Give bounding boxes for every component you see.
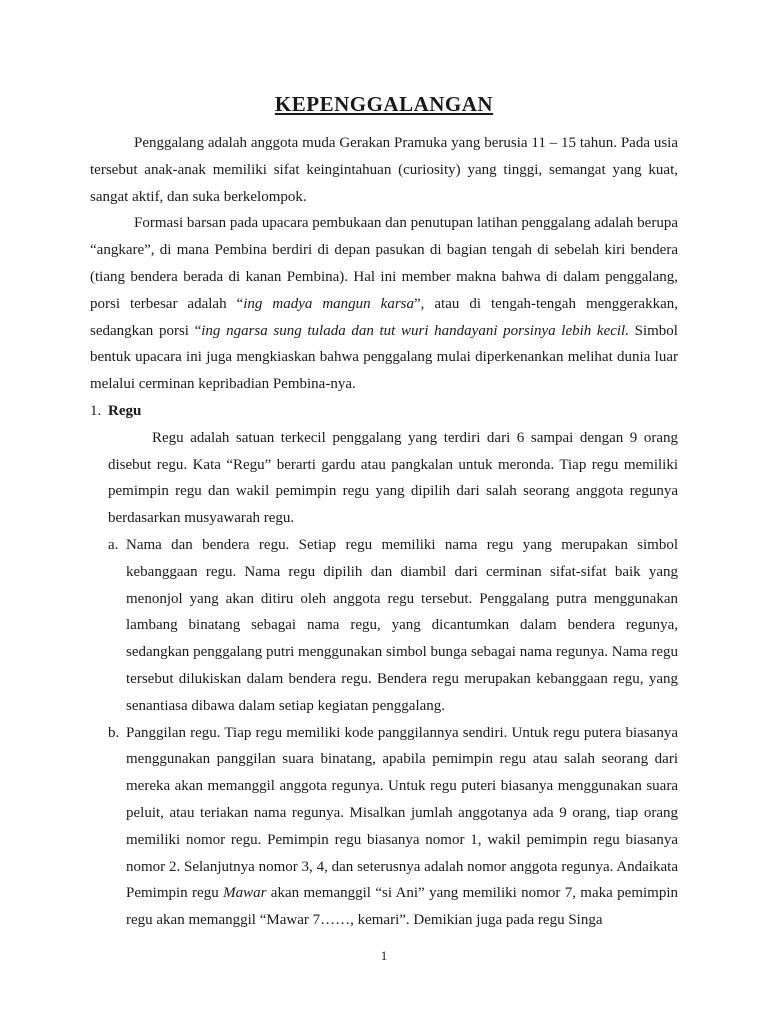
paragraph-intro: Penggalang adalah anggota muda Gerakan Pramuka yang berusia 11 – 15 tahun. Pada usia tersebut anak-anak memiliki sifat keingintahuan (curiosity) yang tinggi, semangat yang kuat, sangat aktif, dan suka berkelompok.	[90, 135, 678, 205]
paragraph-formation	[90, 210, 678, 398]
list-item-a-text: Nama dan bendera regu. Setiap regu memiliki nama regu yang merupakan simbol kebanggaan regu. Nama regu dipilih dan diambil dari cerminan sifat-sifat baik yang menonjol yang akan ditiru oleh anggota regu tersebut. Penggalang putra menggunakan lambang binatang sebagai nama regu, yang dicantumkan dalam bendera regunya, sedangkan penggalang putri menggunakan simbol bunga sebagai nama regunya. Nama regu tersebut dilukiskan dalam bendera regu. Bendera regu merupakan kebanggaan regu, yang senantiasa dibawa dalam setiap kegiatan penggalang.	[126, 536, 678, 714]
section-heading-regu	[90, 398, 678, 425]
document-body	[90, 130, 678, 934]
paragraph-formation-italic-1: ing madya mangun karsa	[243, 295, 414, 312]
list-item-b-italic: Mawar	[223, 885, 267, 902]
list-item-b	[108, 720, 678, 934]
paragraph-formation-text-3: Simbol bentuk upacara ini juga mengkiaskan bahwa penggalang mulai diperkenankan melihat dunia luar melalui cerminan kepribadian Pembina-nya.	[90, 322, 678, 393]
paragraph-formation-italic-2: ing ngarsa sung tulada dan tut wuri handayani porsinya lebih kecil.	[201, 322, 629, 339]
page-title: KEPENGGALANGAN	[274, 92, 494, 116]
paragraph-regu-intro: Regu adalah satuan terkecil penggalang yang terdiri dari 6 sampai dengan 9 orang disebut regu. Kata “Regu” berarti gardu atau pangkalan untuk meronda. Tiap regu memiliki pemimpin regu dan wakil pemimpin regu yang dipilih dari salah seorang anggota regunya berdasarkan musyawarah regu.	[108, 429, 678, 527]
list-item-b-letter: b.	[108, 724, 120, 741]
page-number: 1	[380, 948, 388, 963]
paragraph-formation-text-1: Formasi barsan pada upacara pembukaan dan penutupan latihan penggalang adalah berupa “angkare”, di mana Pembina berdiri di depan pasukan di bagian tengah di sebelah kiri bendera (tiang bendera berada di kanan Pembina). Hal ini member makna bahwa di dalam penggalang, porsi terbesar adalah “	[90, 215, 678, 312]
section-number: 1.	[90, 402, 102, 419]
list-item-b-text-1: Panggilan regu. Tiap regu memiliki kode panggilannya sendiri. Untuk regu putera biasanya menggunakan panggilan suara binatang, apabila pemimpin regu atau salah seorang dari mereka akan memanggil anggota regunya. Untuk regu puteri biasanya menggunakan suara peluit, atau teriakan nama regunya. Misalkan jumlah anggotanya ada 9 orang, tiap orang memiliki nomor regu. Pemimpin regu biasanya nomor 1, wakil pemimpin regu biasanya nomor 2. Selanjutnya nomor 3, 4, dan seterusnya adalah nomor anggota regunya. Andaikata Pemimpin regu	[126, 724, 678, 902]
list-item-a	[108, 532, 678, 720]
list-item-a-letter: a.	[108, 536, 119, 553]
list-item-b-text-2: akan memanggil “si Ani” yang memiliki nomor 7, maka pemimpin regu akan memanggil “Mawar 7……, kemari”. Demikian juga pada regu Singa	[126, 885, 678, 929]
list-item-b-text	[126, 720, 678, 934]
section-title: Regu	[108, 402, 142, 419]
paragraph-formation-text-2: ”, atau di tengah-tengah menggerakkan, sedangkan porsi “	[90, 295, 678, 339]
section-regu-body	[108, 425, 678, 532]
